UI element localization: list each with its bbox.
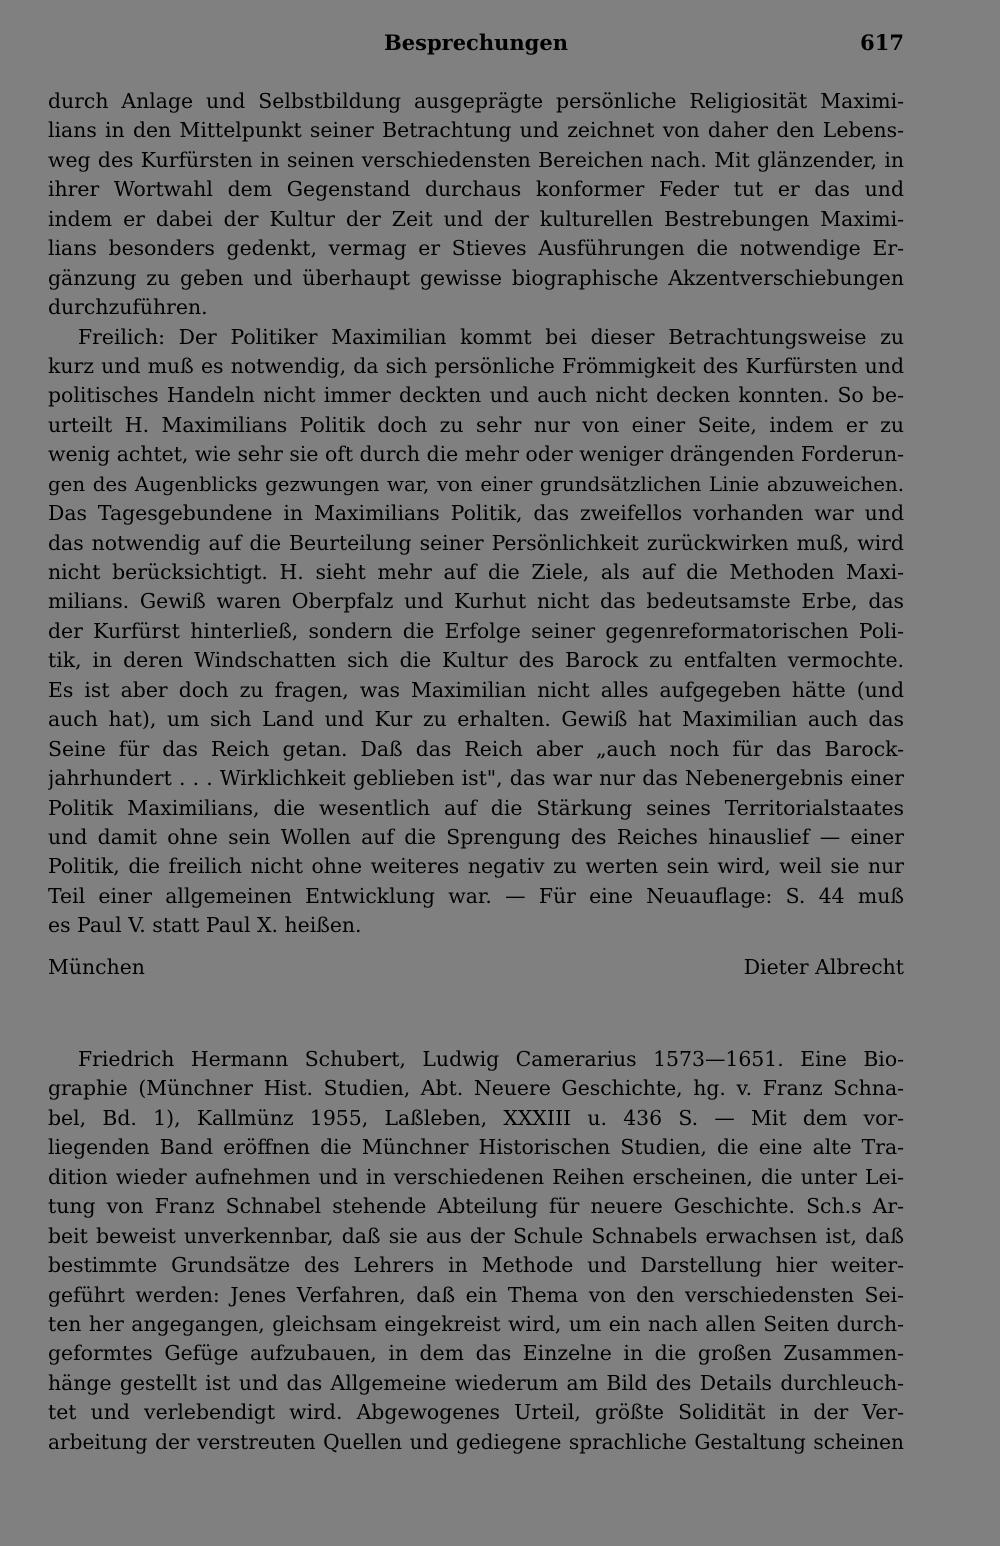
text-line: ten her angegangen, gleichsam eingekreist wird, um ein nach allen Seiten durch- [48, 1311, 904, 1336]
text-line: durch Anlage und Selbstbildung ausgeprägte persönliche Religiosität Maximi- [48, 89, 904, 113]
text-line: hänge gestellt ist und das Allgemeine wiederum am Bild des Details durchleuch- [48, 1370, 904, 1395]
text-line: nicht berücksichtigt. H. sieht mehr auf die Ziele, als auf die Methoden Maxi- [48, 560, 904, 584]
text-line: tik, in deren Windschatten sich die Kultur des Barock zu entfalten vermochte. [48, 648, 904, 673]
text-line: arbeitung der verstreuten Quellen und gediegene sprachliche Gestaltung scheinen [48, 1429, 904, 1454]
text-line: Das Tagesgebundene in Maximilians Politik, das zweifellos vorhanden war und [48, 501, 904, 526]
text-line: lians in den Mittelpunkt seiner Betrachtung und zeichnet von daher den Lebens- [48, 118, 904, 143]
text-line: bestimmte Grundsätze des Lehrers in Methode und Darstellung hier weiter- [48, 1253, 904, 1278]
text-line: ihrer Wortwahl dem Gegenstand durchaus konformer Feder tut er das und [48, 177, 904, 202]
text-line: Politik Maximilians, die wesentlich auf die Stärkung seines Territorialstaates [48, 795, 904, 820]
paragraph-start-line: Freilich: Der Politiker Maximilian kommt bei dieser Betrachtungsweise zu [78, 324, 904, 349]
text-line: tet und verlebendigt wird. Abgewogenes Urteil, größte Solidität in der Ver- [48, 1400, 904, 1425]
text-line: auch hat), um sich Land und Kur zu erhalten. Gewiß hat Maximilian auch das [48, 707, 904, 732]
text-line: indem er dabei der Kultur der Zeit und der kulturellen Bestrebungen Maximi- [48, 206, 904, 231]
text-line: gänzung zu geben und überhaupt gewisse biographische Akzentverschiebungen [48, 265, 904, 290]
text-line: geformtes Gefüge aufzubauen, in dem das Einzelne in die großen Zusammen- [48, 1341, 904, 1366]
running-header [48, 30, 904, 60]
text-line: es Paul V. statt Paul X. heißen. [48, 913, 362, 938]
header-title: Besprechungen [384, 30, 568, 55]
text-line: kurz und muß es notwendig, da sich persönliche Frömmigkeit des Kurfürsten und [48, 353, 904, 378]
paragraph-start-line: Friedrich Hermann Schubert, Ludwig Camerarius 1573—1651. Eine Bio- [78, 1047, 904, 1071]
text-line: Teil einer allgemeinen Entwicklung war. — Für eine Neuauflage: S. 44 muß [48, 883, 904, 908]
text-line: Es ist aber doch zu fragen, was Maximilian nicht alles aufgegeben hätte (und [48, 677, 904, 702]
review-body-1 [48, 87, 904, 941]
text-line: lians besonders gedenkt, vermag er Stieves Ausführungen die notwendige Er- [48, 236, 904, 261]
text-line: graphie (Münchner Hist. Studien, Abt. Neuere Geschichte, hg. v. Franz Schna- [48, 1076, 904, 1101]
text-line: der Kurfürst hinterließ, sondern die Erfolge seiner gegenreformatorischen Poli- [48, 618, 904, 643]
text-line: durchzuführen. [48, 295, 208, 320]
text-line: weg des Kurfürsten in seinen verschiedensten Bereichen nach. Mit glänzender, in [48, 147, 904, 172]
text-line: geführt werden: Jenes Verfahren, daß ein Thema von den verschiedensten Sei- [48, 1282, 904, 1307]
text-line: wenig achtet, wie sehr sie oft durch die mehr oder weniger drängenden Forderun- [48, 442, 904, 467]
page-number: 617 [860, 30, 904, 55]
text-line: liegenden Band eröffnen die Münchner Historischen Studien, die eine alte Tra- [48, 1135, 904, 1160]
text-line: urteilt H. Maximilians Politik doch zu sehr nur von einer Seite, indem er zu [48, 412, 904, 437]
text-line: tung von Franz Schnabel stehende Abteilung für neuere Geschichte. Sch.s Ar- [48, 1194, 904, 1219]
review-body-2 [48, 1045, 904, 1457]
text-line: gen des Augenblicks gezwungen war, von einer grundsätzlichen Linie abzuweichen. [48, 472, 904, 496]
text-line: politisches Handeln nicht immer deckten und auch nicht decken konnten. So be- [48, 383, 904, 408]
signature-author: Dieter Albrecht [743, 955, 904, 979]
text-line: Seine für das Reich getan. Daß das Reich aber „auch noch für das Barock- [48, 736, 904, 761]
text-line: Politik, die freilich nicht ohne weiteres negativ zu werten sein wird, weil sie nur [48, 854, 904, 879]
text-line: beit beweist unverkennbar, daß sie aus der Schule Schnabels erwachsen ist, daß [48, 1223, 904, 1248]
text-line: das notwendig auf die Beurteilung seiner Persönlichkeit zurückwirken muß, wird [48, 530, 904, 555]
text-line: und damit ohne sein Wollen auf die Sprengung des Reiches hinauslief — einer [48, 824, 904, 849]
text-line: dition wieder aufnehmen und in verschiedenen Reihen erscheinen, die unter Lei- [48, 1164, 904, 1189]
text-line: milians. Gewiß waren Oberpfalz und Kurhut nicht das bedeutsamste Erbe, das [48, 589, 904, 614]
review-signature [48, 955, 904, 985]
text-line: jahrhundert . . . Wirklichkeit geblieben ist", das war nur das Nebenergebnis einer [48, 766, 904, 791]
signature-city: München [48, 955, 145, 979]
text-line: bel, Bd. 1), Kallmünz 1955, Laßleben, XXXIII u. 436 S. — Mit dem vor- [48, 1105, 904, 1130]
